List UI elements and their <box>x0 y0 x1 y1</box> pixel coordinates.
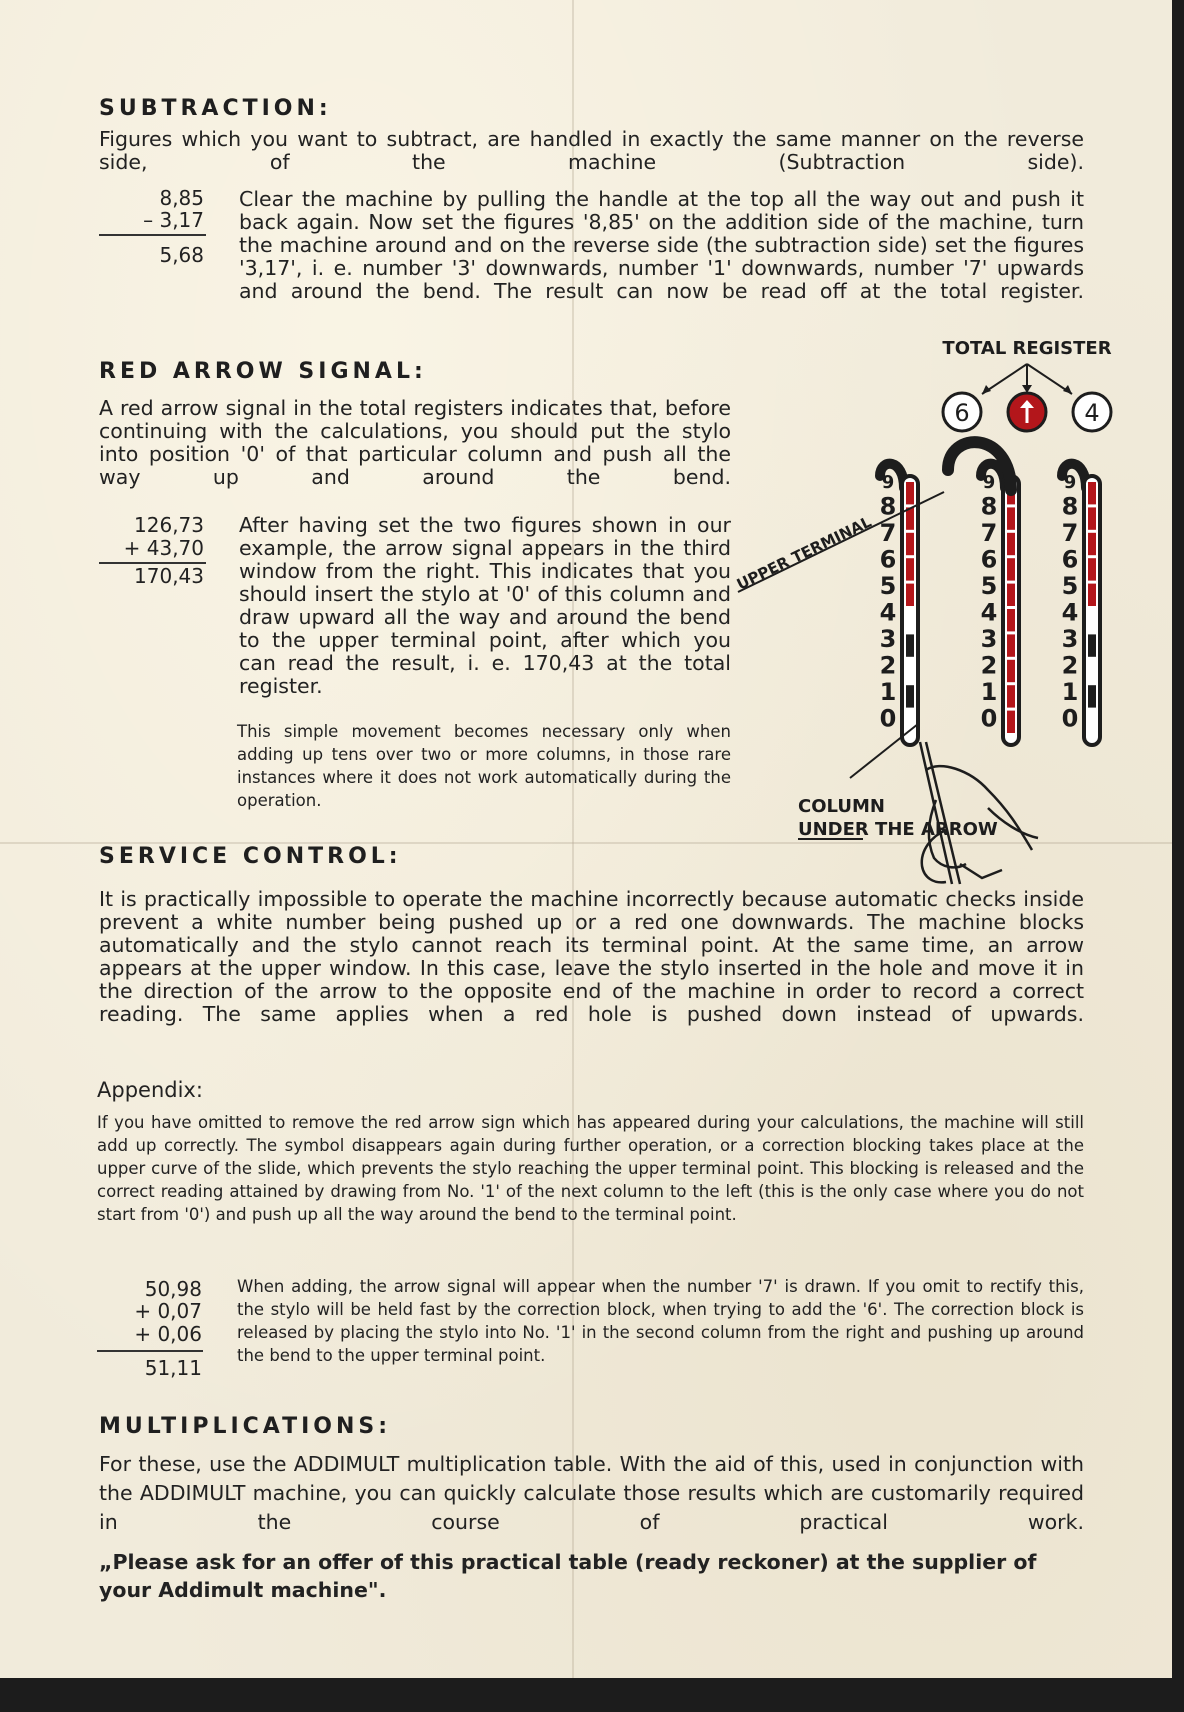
subtraction-intro: Figures which you want to subtract, are handled in exactly the same manner on the reverse side, of the machine (Subtraction side). <box>99 127 1084 174</box>
subtraction-text: Clear the machine by pulling the handle at the top all the way out and push it back again. Now set the figures '8,85' on the addition side of the machine, turn the machine around and on the reverse side (the subtraction side) set the figures '3,17', i. e. number '3' downwards, number '1' downwards, number '7' upwards and around the bend. The result can now be read off at the total register. <box>239 187 1084 303</box>
red-arrow-text: After having set the two figures shown in our example, the arrow signal appears in the third window from the right. This indicates that you should insert the stylo at '0' of this column and draw upward all the way and around the bend to the upper terminal point, after which you can read the result, i. e. 170,43 at the total register. <box>239 513 731 698</box>
digit-label: 8 <box>1061 492 1079 521</box>
slide-segment <box>1088 609 1096 631</box>
slide-segment <box>1088 584 1096 606</box>
digit-label: 5 <box>879 572 897 600</box>
service-heading: SERVICE CONTROL: <box>99 844 402 869</box>
appendix-operand-b: + 0,07 <box>134 1299 202 1323</box>
digit-label: 8 <box>980 492 998 521</box>
digit-label: 8 <box>879 492 897 521</box>
slide-segment <box>1088 711 1096 733</box>
slide-segment <box>1007 507 1015 529</box>
slide-segment <box>1088 634 1096 656</box>
red-arrow-result: 170,43 <box>134 564 204 588</box>
slide-segment <box>906 634 914 656</box>
slide-segment <box>1007 685 1015 707</box>
digit-label: 3 <box>980 625 998 653</box>
red-arrow-intro: A red arrow signal in the total registers indicates that, before continuing with the calculations, you should put the stylo into position '0' of that particular column and push all the way up and around the bend. <box>99 396 731 489</box>
slide-segment <box>906 685 914 707</box>
hand-with-stylo-icon <box>920 742 1038 884</box>
digit-label: 7 <box>980 519 998 547</box>
digit-label: 4 <box>879 598 897 627</box>
appendix-operand-c: + 0,06 <box>134 1322 202 1346</box>
slide-segment <box>1088 558 1096 580</box>
appendix-example: When adding, the arrow signal will appear when the number '7' is drawn. If you omit to rectify this, the stylo will be held fast by the correction block, when trying to add the '6'. The correction block is released by placing the stylo into No. '1' in the second column from the right and pushing up around the bend to the upper terminal point. <box>237 1277 1084 1365</box>
slide-segment <box>1007 533 1015 555</box>
slide-segment <box>906 609 914 631</box>
digit-label: 1 <box>879 678 897 706</box>
slide-segment <box>1007 711 1015 733</box>
addimult-diagram <box>720 330 1120 890</box>
subtraction-operand-a: 8,85 <box>159 186 204 210</box>
red-arrow-operand-b: + 43,70 <box>123 536 204 560</box>
appendix-heading: Appendix: <box>97 1078 203 1102</box>
closing-request: „Please ask for an offer of this practical table (ready reckoner) at the supplier of your Addimult machine". <box>99 1550 1037 1602</box>
digit-label: 9 <box>982 472 996 493</box>
digit-label: 3 <box>879 625 897 653</box>
slide-segment <box>1088 482 1096 504</box>
window-arrow-signal <box>1008 393 1046 431</box>
red-arrow-note: This simple movement becomes necessary only when adding up tens over two or more columns, in those rare instances where it does not work automatically during the operation. <box>237 722 731 810</box>
digit-label: 4 <box>1061 598 1079 627</box>
service-text: It is practically impossible to operate the machine incorrectly because automatic checks inside prevent a white number being pushed up or a red one downwards. The machine blocks automatically and the stylo cannot reach its terminal point. At the same time, an arrow appears at the upper window. In this case, leave the stylo inserted in the hole and move it in the direction of the arrow to the opposite end of the machine in order to record a correct reading. The same applies when a red hole is pushed down instead of upwards. <box>99 887 1084 1026</box>
digit-label: 1 <box>980 678 998 706</box>
slide-segment <box>1007 558 1015 580</box>
subtraction-sum-line <box>99 234 206 236</box>
column-label-under: UNDER <box>798 819 869 840</box>
appendix-text: If you have omitted to remove the red arrow sign which has appeared during your calculations, the machine will still add up correctly. The symbol disappears again during further operation, or a correction blocking takes place at the upper curve of the slide, which prevents the stylo reaching the upper terminal point. This blocking is released and the correct reading attained by drawing from No. '1' of the next column to the left (this is the only case where you do not start from '0') and push up all the way around the bend to the terminal point. <box>97 1113 1084 1224</box>
column-label-line2 <box>798 819 998 840</box>
subtraction-heading: SUBTRACTION: <box>99 96 332 121</box>
slide-segment <box>1007 584 1015 606</box>
appendix-operand-a: 50,98 <box>144 1277 202 1301</box>
slide-segment <box>1088 660 1096 682</box>
column-label-rest: THE ARROW <box>868 819 998 840</box>
digit-label: 7 <box>879 519 897 547</box>
digit-label: 0 <box>1061 704 1079 733</box>
multiplications-heading: MULTIPLICATIONS: <box>99 1414 392 1439</box>
slide-segment <box>906 533 914 555</box>
slide-segment <box>1088 533 1096 555</box>
digit-label: 9 <box>1063 472 1077 493</box>
digit-label: 0 <box>879 704 897 733</box>
digit-label: 6 <box>1061 545 1079 574</box>
window-right-digit: 4 <box>1084 399 1100 427</box>
appendix-sum-line <box>97 1350 203 1352</box>
digit-label: 2 <box>879 651 897 680</box>
slide-segment <box>1007 634 1015 656</box>
slide-segment <box>906 558 914 580</box>
digit-label: 5 <box>1061 572 1079 600</box>
digit-label: 7 <box>1061 519 1079 547</box>
digit-label: 1 <box>1061 678 1079 706</box>
digit-label: 6 <box>980 545 998 574</box>
window-left-digit: 6 <box>954 399 970 427</box>
slide-segment <box>906 660 914 682</box>
digit-label: 9 <box>881 472 895 493</box>
slide-segment <box>1007 609 1015 631</box>
total-register-label: TOTAL REGISTER <box>942 338 1112 359</box>
slide-segment <box>1088 507 1096 529</box>
upper-terminal-label: UPPER TERMINAL <box>733 512 875 594</box>
subtraction-result: 5,68 <box>159 243 204 267</box>
multiplications-text: For these, use the ADDIMULT multiplication table. With the aid of this, used in conjunction with the ADDIMULT machine, you can quickly calculate those results which are customarily required in the course of practical work. <box>99 1452 1084 1534</box>
appendix-result: 51,11 <box>144 1356 202 1380</box>
slide-segment <box>906 482 914 504</box>
subtraction-operand-b: – 3,17 <box>143 208 204 232</box>
red-arrow-heading: RED ARROW SIGNAL: <box>99 359 427 384</box>
slide-segment <box>906 584 914 606</box>
window-left <box>943 393 981 431</box>
digit-label: 6 <box>879 545 897 574</box>
red-arrow-operand-a: 126,73 <box>134 513 204 537</box>
slide-segment <box>1088 685 1096 707</box>
digit-label: 2 <box>980 651 998 680</box>
window-right <box>1073 393 1111 431</box>
digit-label: 5 <box>980 572 998 600</box>
digit-label: 3 <box>1061 625 1079 653</box>
slide-segment <box>1007 660 1015 682</box>
digit-label: 2 <box>1061 651 1079 680</box>
column-label-line1: COLUMN <box>798 796 885 817</box>
digit-label: 0 <box>980 704 998 733</box>
digit-label: 4 <box>980 598 998 627</box>
